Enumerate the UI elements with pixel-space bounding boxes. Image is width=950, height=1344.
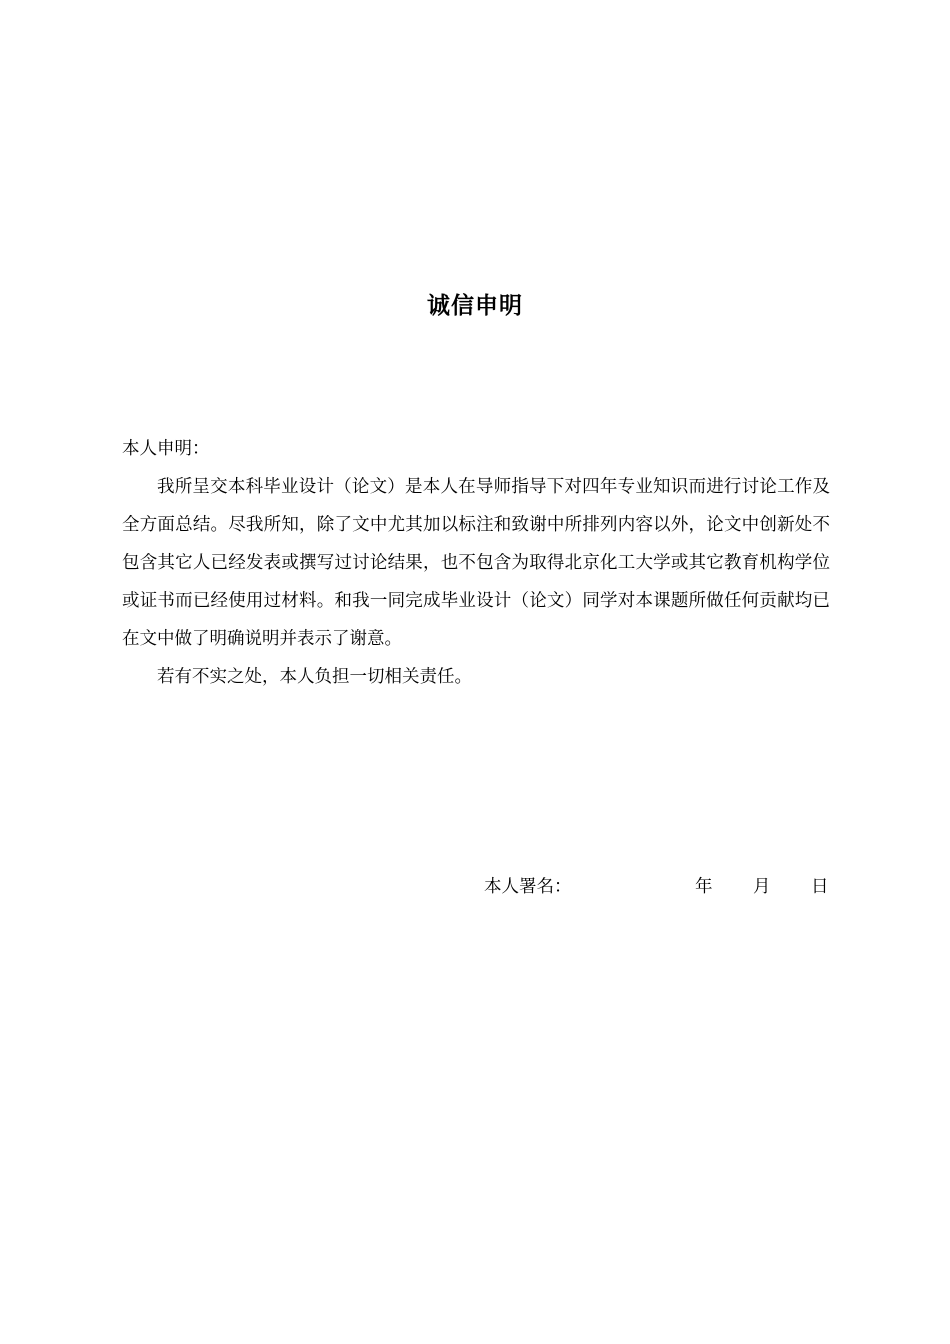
- signature-year: 年: [695, 877, 713, 897]
- signature-line: [484, 868, 830, 906]
- signature-month: 月: [753, 877, 771, 897]
- declaration-paragraph-2: 若有不实之处，本人负担一切相关责任。: [157, 667, 472, 687]
- declaration-paragraph-1: 我所呈交本科毕业设计（论文）是本人在导师指导下对四年专业知识而进行讨论工作及全方面总结。尽我所知，除了文中尤其加以标注和致谢中所排列内容以外，论文中创新处不包含其它人已经发表或撰写过讨论结果，也不包含为取得北京化工大学或其它教育机构学位或证书而已经使用过材料。和我一同完成毕业设计（论文）同学对本课题所做任何贡献均已在文中做了明确说明并表示了谢意。: [122, 477, 830, 649]
- signature-day: 日: [811, 877, 829, 897]
- declaration-label: 本人申明：: [122, 439, 210, 459]
- declaration-body: [122, 430, 830, 696]
- signature-label: 本人署名：: [484, 877, 572, 897]
- document-title: 诚信申明: [427, 293, 523, 319]
